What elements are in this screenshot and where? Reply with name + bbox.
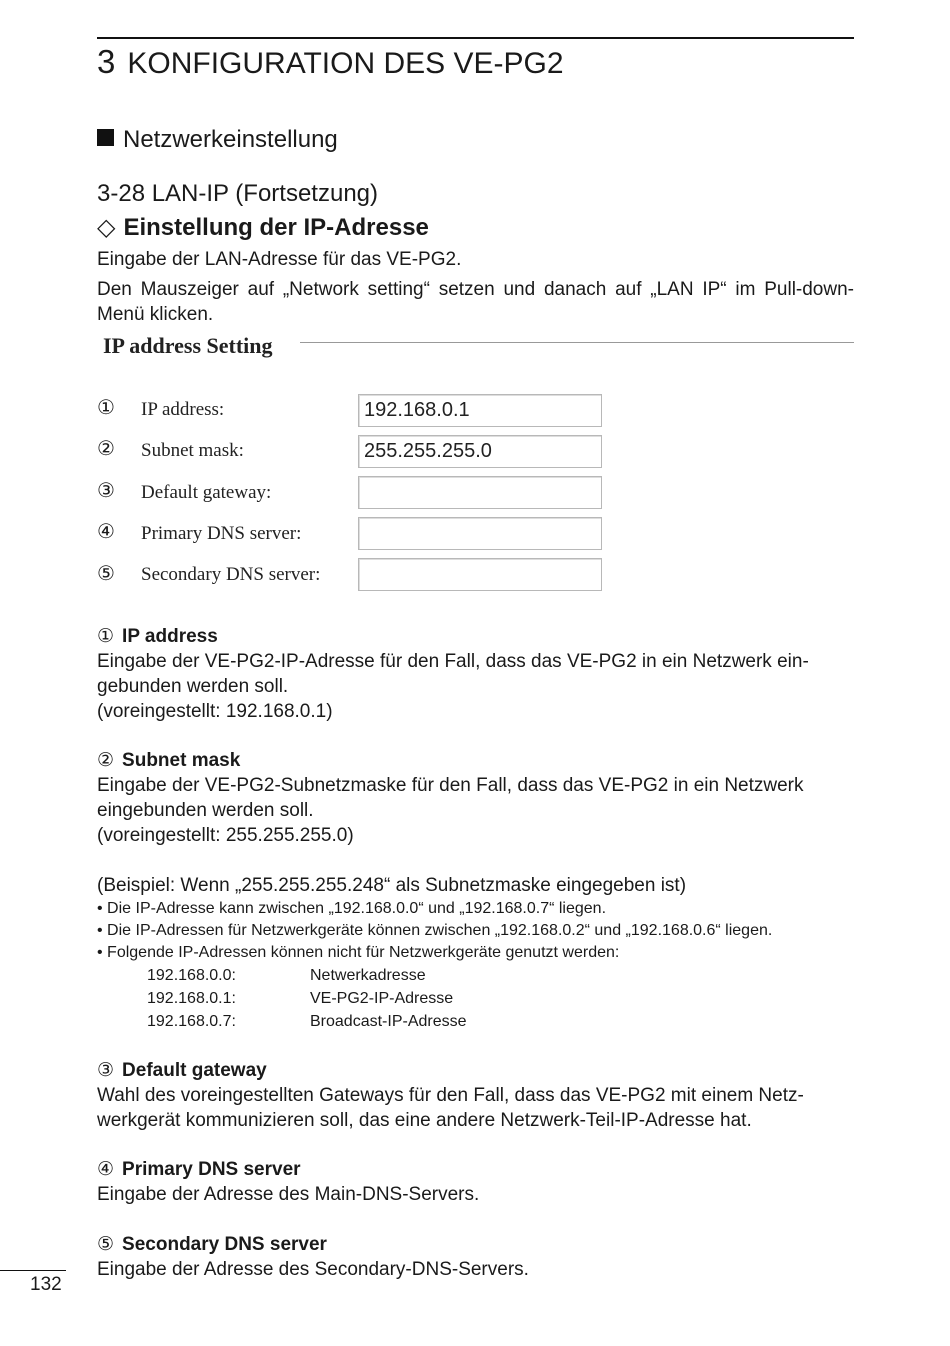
example-desc-3: Broadcast-IP-Adresse — [310, 1013, 467, 1030]
example-ip-1: 192.168.0.0: — [147, 967, 236, 984]
subnet-mask-input[interactable]: 255.255.255.0 — [358, 435, 602, 468]
desc-heading-subnet-mask: ② Subnet mask — [97, 750, 241, 771]
secondary-dns-input[interactable] — [358, 558, 602, 591]
primary-dns-label: Primary DNS server: — [141, 523, 302, 544]
ip-address-label: IP address: — [141, 399, 225, 420]
desc-heading-ip-address: ① IP address — [97, 626, 218, 647]
row-marker-1: ① — [97, 397, 115, 419]
row-marker-5: ⑤ — [97, 563, 115, 585]
subsection-title: 3-28 LAN-IP (Fortsetzung) — [97, 180, 379, 207]
desc-subnet-line-1: Eingabe der VE-PG2-Subnetzmaske für den Fall, dass das VE-PG2 in ein Netzwerk — [97, 775, 804, 796]
chapter-title: KONFIGURATION DES VE-PG2 — [127, 47, 564, 80]
example-ip-3: 192.168.0.7: — [147, 1013, 236, 1030]
row-marker-2: ② — [97, 438, 115, 460]
section-title: Netzwerkeinstellung — [123, 126, 338, 153]
desc-gateway-line-2: werkgerät kommunizieren soll, das eine andere Netzwerk-Teil-IP-Adresse hat. — [97, 1110, 752, 1131]
ui-title-rule — [300, 342, 854, 343]
example-ip-2: 192.168.0.1: — [147, 990, 236, 1007]
example-intro: (Beispiel: Wenn „255.255.255.248“ als Subnetzmaske eingegeben ist) — [97, 875, 687, 896]
topic-heading-text: Einstellung der IP-Adresse — [123, 214, 429, 241]
page-number-rule — [0, 1270, 66, 1271]
desc-primary-dns-line-1: Eingabe der Adresse des Main-DNS-Servers. — [97, 1184, 480, 1205]
ui-panel-title: IP address Setting — [103, 331, 279, 361]
example-bullet-2: • Die IP-Adressen für Netzwerkgeräte können zwischen „192.168.0.2“ und „192.168.0.6“ liegen. — [97, 922, 773, 939]
top-rule — [97, 37, 854, 39]
default-gateway-label: Default gateway: — [141, 482, 272, 503]
example-desc-2: VE-PG2-IP-Adresse — [310, 990, 454, 1007]
diamond-icon: ◇ — [97, 214, 116, 241]
desc-ip-line-2: gebunden werden soll. — [97, 676, 289, 697]
default-gateway-input[interactable] — [358, 476, 602, 509]
page-number: 132 — [30, 1274, 62, 1295]
intro-paragraph-1: Eingabe der LAN-Adresse für das VE-PG2. — [97, 249, 462, 270]
row-marker-4: ④ — [97, 521, 115, 543]
chapter-heading — [97, 44, 564, 82]
example-desc-1: Netwerkadresse — [310, 967, 426, 984]
desc-subnet-line-2: eingebunden werden soll. — [97, 800, 314, 821]
desc-heading-primary-dns: ④ Primary DNS server — [97, 1159, 301, 1180]
section-heading — [97, 124, 338, 156]
subnet-mask-label: Subnet mask: — [141, 440, 244, 461]
square-bullet-icon — [97, 129, 114, 146]
desc-gateway-line-1: Wahl des voreingestellten Gateways für den Fall, dass das VE-PG2 mit einem Netz- — [97, 1085, 804, 1106]
example-bullet-1: • Die IP-Adresse kann zwischen „192.168.0.0“ und „192.168.0.7“ liegen. — [97, 900, 607, 917]
desc-secondary-dns-line-1: Eingabe der Adresse des Secondary-DNS-Servers. — [97, 1259, 529, 1280]
example-bullet-3: • Folgende IP-Adressen können nicht für Netzwerkgeräte genutzt werden: — [97, 944, 620, 961]
intro-paragraph-2: Den Mauszeiger auf „Network setting“ setzen und danach auf „LAN IP“ im Pull-down-Menü klicken. — [97, 279, 854, 325]
desc-ip-line-1: Eingabe der VE-PG2-IP-Adresse für den Fall, dass das VE-PG2 in ein Netzwerk ein- — [97, 651, 809, 672]
desc-ip-default: (voreingestellt: 192.168.0.1) — [97, 701, 333, 722]
desc-heading-secondary-dns: ⑤ Secondary DNS server — [97, 1234, 327, 1255]
chapter-number: 3 — [97, 43, 116, 80]
secondary-dns-label: Secondary DNS server: — [141, 564, 321, 585]
desc-heading-default-gateway: ③ Default gateway — [97, 1060, 267, 1081]
topic-heading — [97, 212, 429, 244]
desc-subnet-default: (voreingestellt: 255.255.255.0) — [97, 825, 354, 846]
row-marker-3: ③ — [97, 480, 115, 502]
ip-address-input[interactable]: 192.168.0.1 — [358, 394, 602, 427]
primary-dns-input[interactable] — [358, 517, 602, 550]
